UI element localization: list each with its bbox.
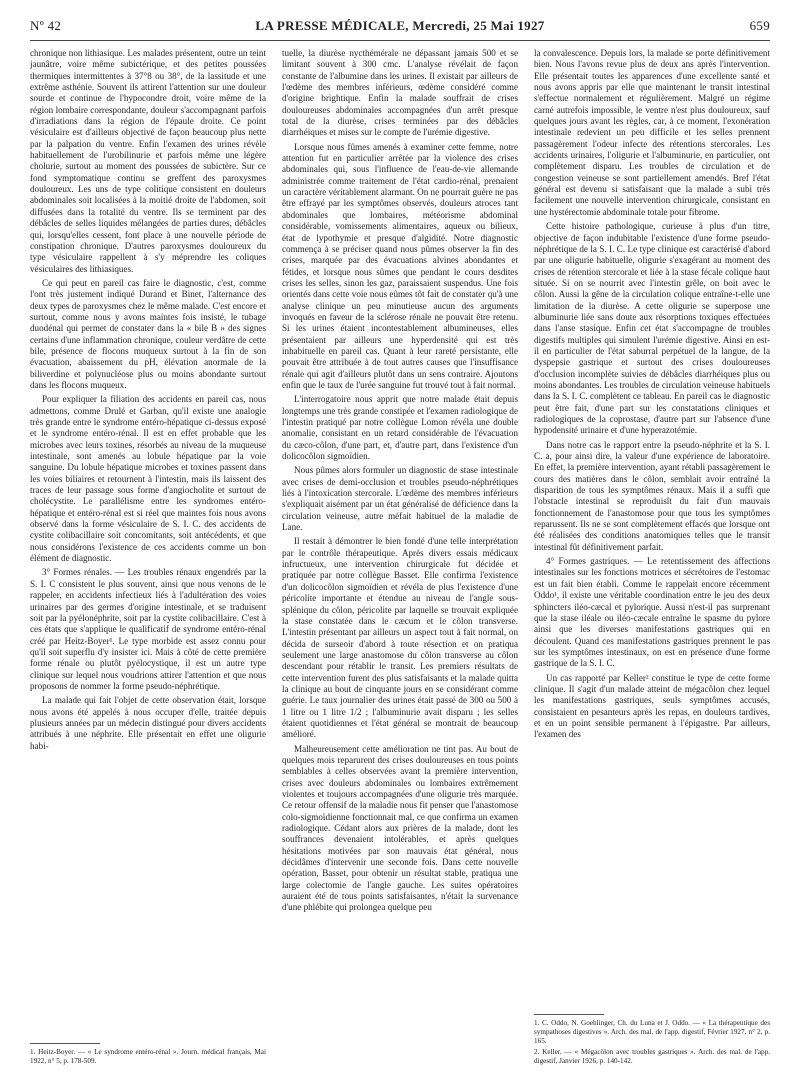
paragraph: 3° Formes rénales. — Les troubles rénaux engendrés par la S. I. C consistent le plus souvent, ainsi que nous venons de le rappeler, en accidents infectieux liés à l'adultération des voies urinaires par des germes d'origine intestinale, et se traduisent soit par la pyélonéphrite, soit par la cystite colibacillaire. C'est à ces états que s'applique le qualificatif de syndrome entéro-rénal créé par Heitz-Boyer¹. Le type morbide est assez connu pour qu'il soit superflu d'y insister ici. Mais à côté de cette première forme rénale ou plutôt pyélocystique, il est un autre type clinique sur lequel nous voudrions attirer l'attention et que nous proposons de nommer la forme pseudo-néphrétique. [30, 567, 266, 691]
paragraph: La malade qui fait l'objet de cette observation était, lorsque nous avons été appelés à nous occuper d'elle, traitée depuis plusieurs années par un médecin distingué pour divers accidents attribués à une néphrite. Elle présentait en effet une oligurie habi- [30, 695, 266, 751]
column-2 [282, 48, 518, 1068]
paragraph: tuelle, la diurèse nycthémérale ne dépassant jamais 500 et se limitant souvent à 300 cmc. L'analyse révélait de façon constante de l'albumine dans les urines. Il existait par ailleurs de l'œdème des membres inférieurs, œdème considéré comme d'origine brightique. Enfin la malade souffrait de crises douloureuses abdominales accompagnées d'un arrêt presque total de la diurèse, crises terminées par des débâcles diarrhéiques et mises sur le compte de l'urémie digestive. [282, 48, 518, 138]
paragraph: 4° Formes gastriques. — Le retentissement des affections intestinales sur les fonctions motrices et sécrétoires de l'estomac est un fait bien établi. Comme le rappelait encore récemment Oddo¹, il existe une véritable coordination entre le jeu des deux sphincters iléo-cæcal et pylorique. Aussi n'est-il pas surprenant que la stase iléale ou iléo-cæcale entraîne le spasme du pylore ainsi que les diverses manifestations gastriques qui en découlent. Quand ces manifestations gastriques prennent le pas sur les symptômes intestinaux, on est en présence d'une forme gastrique de la S. I. C. [534, 556, 770, 669]
column-1 [30, 48, 266, 1068]
paragraph: L'interrogatoire nous apprit que notre malade était depuis longtemps une très grande constipée et l'examen radiologique de l'intestin pratiqué par notre collègue Lomon révéla une double anomalie, consistant en un retard considérable de l'évacuation du cæco-côlon, d'une part, et, d'autre part, dans l'existence d'un dolicocôlon sigmoïdien. [282, 394, 518, 462]
footnotes [534, 1004, 770, 1068]
page-number: 659 [749, 18, 770, 33]
footnote: 1. Heitz-Boyer. — « Le syndrome entéro-rénal ». Journ. médical français, Mai 1922, n° 5, p. 178-509. [30, 1048, 266, 1065]
paragraph: Nous pûmes alors formuler un diagnostic de stase intestinale avec crises de demi-occlusion et troubles pseudo-néphrétiques liés à l'intoxication stercorale. L'œdème des membres inférieurs s'expliquait aisément par un état généralisé de déficience dans la circulation veineuse, autre méfait habituel de la maladie de Lane. [282, 465, 518, 533]
paragraph: Ce qui peut en pareil cas faire le diagnostic, c'est, comme l'ont très justement indiqué Durand et Binet, l'alternance des deux types de paroxysmes chez le même malade. C'est encore et surtout, comme nous y avons maintes fois insisté, le tubage duodénal qui permet de constater dans la « bile B » des signes certains d'une inflammation chronique, couleur verdâtre de cette bile, présence de flocons muqueux surtout à la fin de son évacuation, abaissement du pH, élévation anormale de la biliverdine et polynucléose plus ou moins abondante surtout dans les flocons muqueux. [30, 277, 266, 390]
paragraph: la convalescence. Depuis lors, la malade se porte définitivement bien. Nous l'avons revue plus de deux ans après l'intervention. Elle présentait toutes les apparences d'une excellente santé et nous avons appris par elle que maintenant le transit intestinal s'effectue normalement et régulièrement. Malgré un régime carné autrefois impossible, le ventre n'est plus douloureux, sauf quelques jours avant les règles, car, à ce moment, l'exonération intestinale redevient un peu difficile et les selles prennent passagèrement l'odeur infecte des rétentions stercorales. Les accidents urinaires, l'oligurie et l'albuminurie, en particulier, ont complètement disparu. Les troubles de circulation et de congestion veineuse se sont partiellement amendés. Bref l'état général est devenu si satisfaisant que la malade a subi très facilement une nouvelle intervention chirurgicale, consistant en une hystérectomie abdominale totale pour fibrome. [534, 48, 770, 217]
paragraph: Lorsque nous fûmes amenés à examiner cette femme, notre attention fut en particulier arrêtée par la violence des crises abdominales qui, sous l'influence de l'eau-de-vie allemande administrée comme traitement de l'état cardio-rénal, prenaient un caractère véritablement alarmant. On ne pourrait guère ne pas être effrayé par les symptômes observés, douleurs atroces tant abdominales que lombaires, météorisme abdominal considérable, vomissements alimentaires, aqueux ou bilieux, état de lypothymie et presque d'algidité. Notre diagnostic commença à se préciser quand nous pûmes observer la fin des crises, marquée par des évacuations alvines abondantes et fétides, et lorsque nous sûmes que pendant le cours desdites crises les selles, sinon les gaz, paraissaient suspendus. Une fois orientés dans cette voie nous eûmes tôt fait de constater qu'à une analyse clinique un peu minutieuse aucun des arguments invoqués en faveur de la sclérose rénale ne pouvait être retenu. Si les urines étaient incontestablement albumineuses, elles présentaient par ailleurs une hyperdensité qui est très inhabituelle en pareil cas. Quant à leur rareté persistante, elle pouvait être attribuée à de tout autres causes que l'insuffisance rénale qui agit d'ailleurs plutôt dans un sens contraire. Ajoutons enfin que le taux de l'urée sanguine fut trouvé tout à fait normal. [282, 141, 518, 390]
paragraph: Pour expliquer la filiation des accidents en pareil cas, nous admettons, comme Drulé et Garban, qu'il existe une analogie très grande entre le syndrome entéro-hépatique ci-dessus exposé et le syndrome entéro-rénal. Il est en effet probable que les microbes avec leurs toxines, résorbés au niveau de la muqueuse intestinale, sont amenés au lobule hépatique par la voie sanguine. Du lobule hépatique microbes et toxines passent dans les voies biliaires et retournent à l'intestin, mais ils laissent des traces de leur passage sous forme d'angiocholite et surtout de cholécystite. Le parallélisme entre les syndromes entéro-hépatique et entéro-rénal est si réel que maintes fois nous avons observé dans la forme vésiculaire de S. I. C. des accidents de cystite colibacillaire soit concomitants, soit antécédents, et que nous considérons l'existence de ces accidents comme un bon élément de diagnostic. [30, 394, 266, 564]
footnote-rule [534, 1014, 604, 1015]
footnote: 2. Keller. — « Mégacôlon avec troubles gastriques ». Arch. des mal. de l'app. digestif, Janvier 1926, p. 140-142. [534, 1048, 770, 1065]
journal-title: LA PRESSE MÉDICALE, Mercredi, 25 Mai 1927 [255, 18, 545, 33]
column-3 [534, 48, 770, 1068]
page-header [30, 14, 770, 41]
footnote-rule [30, 1043, 100, 1044]
paragraph: Malheureusement cette amélioration ne tint pas. Au bout de quelques mois reparurent des crises douloureuses en tous points semblables à celles observées avant la première intervention, crises avec douleurs abdominales ou lombaires extrêmement violentes et toujours accompagnées d'une oligurie très marquée. Ce retour offensif de la maladie nous fit penser que l'anastomose colo-sigmoïdienne fonctionnait mal, ce que confirma un examen radiologique. Cédant alors aux prières de la malade, dont les souffrances devenaient intolérables, et après quelques hésitations motivées par son mauvais état général, nous décidâmes d'intervenir une seconde fois. Dans cette nouvelle opération, Basset, pour obtenir un résultat stable, pratiqua une large colectomie de l'angle gauche. Les suites opératoires auraient été de tous points satisfaisantes, n'était la survenance d'une phlébite qui prolongea quelque peu [282, 743, 518, 913]
paragraph: Un cas rapporté par Keller² constitue le type de cette forme clinique. Il s'agit d'un malade atteint de mégacôlon chez lequel les manifestations gastriques, seuls symptômes accusés, consistaient en pesanteurs après les repas, en douleurs tardives, et en un point sensible permanent à l'épigastre. Par ailleurs, l'examen des [534, 672, 770, 740]
footnotes [30, 1033, 266, 1068]
paragraph: Cette histoire pathologique, curieuse à plus d'un titre, objective de façon indubitable l'existence d'une forme pseudo-néphrétique de la S. I. C. Le type clinique est caractérisé d'abord par une oligurie habituelle, oligurie s'exagérant au moment des crises de rétention stercorale et liée à la stase fécale colique haut située. Si on se nourrit avec l'intestin grêle, on boit avec le côlon. Aussi la gêne de la circulation colique entraîne-t-elle une limitation de la diurèse. A cette oligurie se superpose une albuminurie liée sans doute aux résorptions toxiques effectuées dans l'anse stasique. Enfin cet état s'accompagne de troubles digestifs multiples qui simulent l'urémie digestive. Ainsi en est-il en particulier de l'état saburral perpétuel de la langue, de la dyspepsie gastrique et surtout des crises douloureuses d'occlusion incomplète suivies de débâcles diarrhéiques plus ou moins abondantes. Les troubles de circulation veineuse habituels dans la S. I. C. complètent ce tableau. En pareil cas le diagnostic peut être fait, d'une part sur les constatations cliniques et radiologiques de la coprostase, d'autre part sur l'absence d'une hypodensité urinaire et d'une hyperazotémie. [534, 221, 770, 436]
paragraph: Dans notre cas le rapport entre la pseudo-néphrite et la S. I. C. a, pour ainsi dire, la valeur d'une expérience de laboratoire. En effet, la première intervention, ayant rétabli passagèrement le cours des matières dans le côlon, semblait avoir entraîné la disparition de tous les symptômes rénaux. Mais il a suffi que l'obstacle intestinal se reproduisît du fait d'un mauvais fonctionnement de l'anastomose pour que tous les symptômes reparussent. Ils ne se sont complètement effacés que lorsque ont été réalisées des conditions anatomiques telles que le transit intestinal fût définitivement parfait. [534, 439, 770, 552]
footnote: 1. C. Oddo, N. Goehlinger, Ch. du Luna et J. Oddo. — « La thérapeutique des sympathoses digestives ». Arch. des mal. de l'app. digestif, Février 1927, n° 2, p. 165. [534, 1019, 770, 1045]
issue-number: Nº 42 [30, 18, 62, 33]
paragraph: chronique non lithiasique. Les malades présentent, outre un teint jaunâtre, voire même subictérique, et des petites poussées thermiques intermittentes à 37°8 ou 38°, de la lassitude et une extrême asthénie. Souvent ils attirent l'attention sur une douleur sourde et continue de l'hypocondre droit, voire même de la région lombaire correspondante, douleur s'accompagnant parfois d'irradiations dans la région de l'épaule droite. Ce point vésiculaire est d'ailleurs objectivé de façon beaucoup plus nette par la palpation du ventre. Enfin l'examen des urines révèle habituellement de l'urobilinurie et parfois même une légère cholurie, surtout au moment des poussées de subictère. Sur ce fond symptomatique continu se greffent des paroxysmes douloureux. Les uns de type colitique consistent en douleurs abdominales soit localisées à la moitié droite de l'abdomen, soit diffusées dans la totalité du ventre. Ils se terminent par des débâcles de selles liquides mélangées de parties dures, débâcles qui, lorsqu'elles cessent, font place à une nouvelle période de constipation chronique. D'autres paroxysmes douloureux du type vésiculaire rappellent à s'y méprendre les coliques vésiculaires des lithiasiques. [30, 48, 266, 274]
paragraph: Il restait à démontrer le bien fondé d'une telle interprétation par le contrôle thérapeutique. Après divers essais médicaux infructueux, une intervention chirurgicale fut décidée et pratiquée par notre collègue Basset. Elle confirma l'existence d'un dolicocôlon sigmoïdien et révéla de plus l'existence d'une péricolite importante et étendue au niveau de l'angle sous-splénique du côlon, péricolite par laquelle se trouvait expliquée la stase constatée dans le cæcum et le côlon transverse. L'intestin présentant par ailleurs un aspect tout à fait normal, on décida de surseoir d'abord à toute résection et on pratiqua seulement une large anastomose du côlon transverse au côlon descendant pour rétablir le transit. Les premiers résultats de cette intervention furent des plus satisfaisants et la malade quitta la clinique au bout de cinquante jours en se considérant comme guérie. Le taux journalier des urines était passé de 300 ou 500 à 1 litre ou 1 litre 1/2 ; l'albuminurie avait disparu ; les selles étaient quotidiennes et l'état général se montrait de beaucoup amélioré. [282, 536, 518, 740]
